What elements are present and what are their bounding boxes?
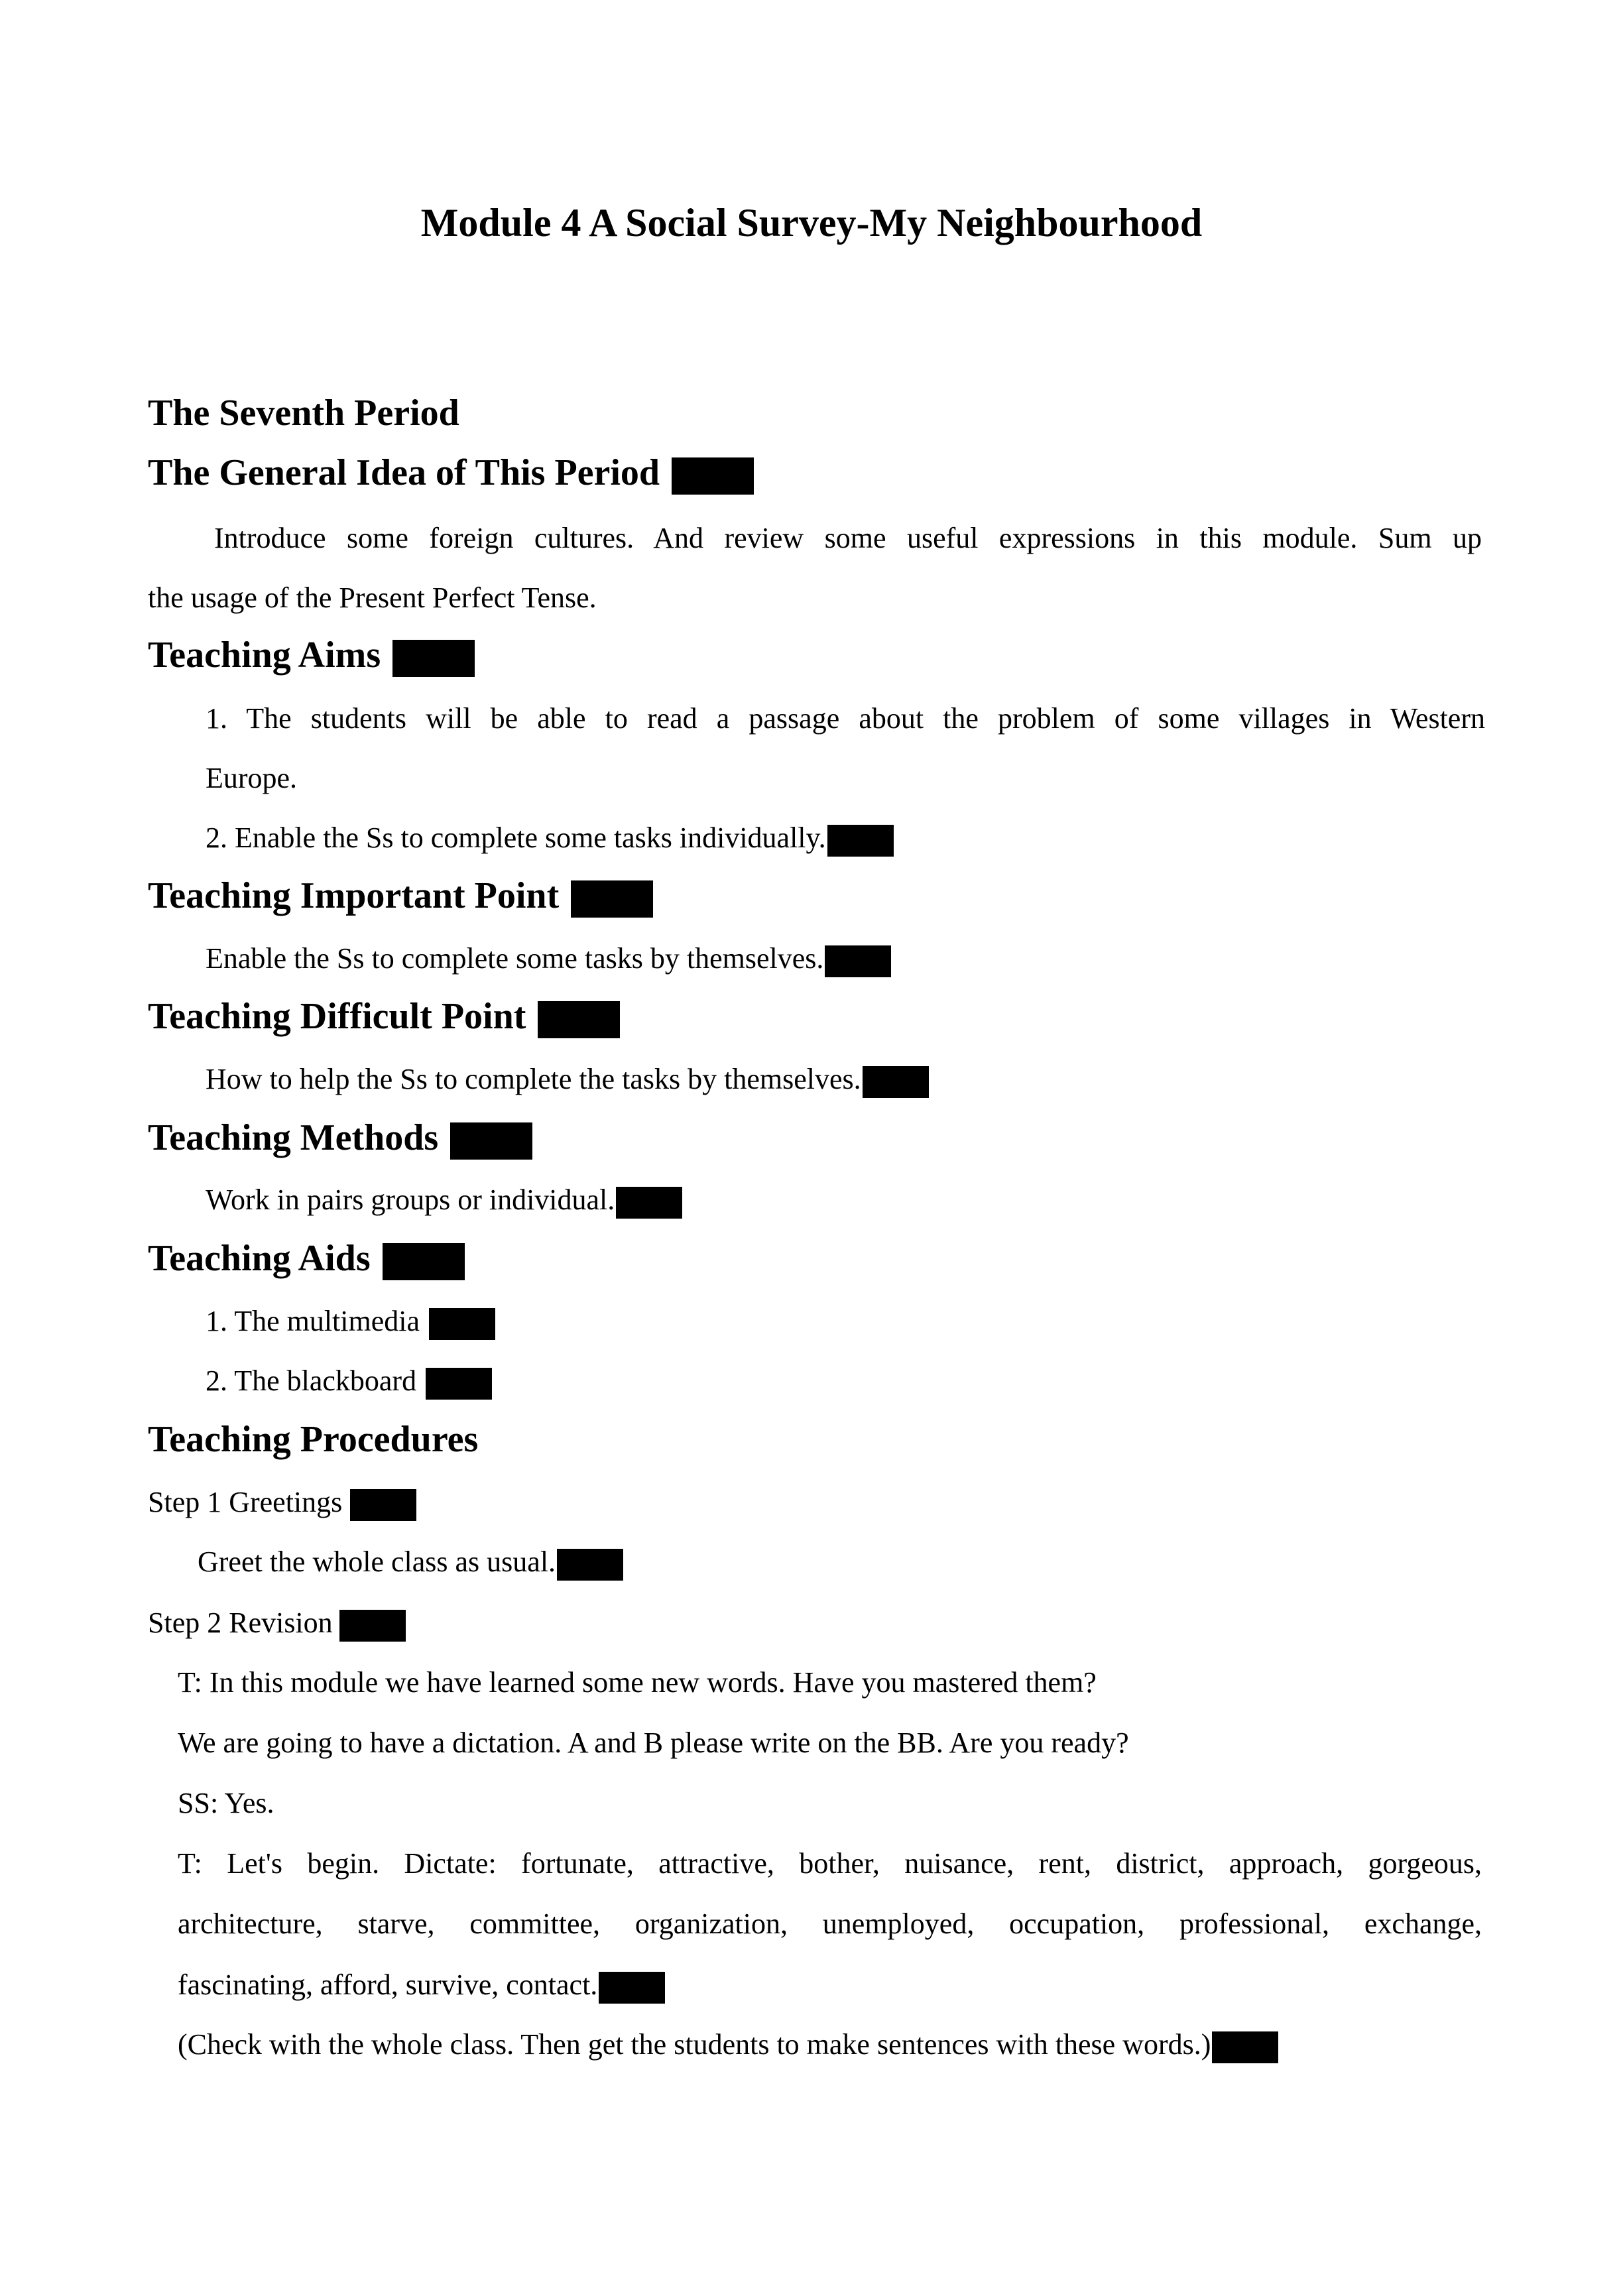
difficult-point-heading-text: Teaching Difficult Point [148,996,526,1037]
difficult-point-text-content: How to help the Ss to complete the tasks by themselves. [206,1063,861,1095]
teaching-methods-heading [148,1116,532,1160]
step-1-text [198,1545,623,1581]
teaching-aim-1-line-1: 1. The students will be able to read a passage about the problem of some villages in Western [206,702,1485,735]
redaction-box [426,1368,492,1400]
redaction-box [1212,2031,1278,2063]
teaching-aims-heading [148,633,475,678]
step-1-title [148,1485,416,1521]
difficult-point-text [206,1062,929,1098]
redaction-box [616,1187,682,1219]
document-title: Module 4 A Social Survey-My Neighbourhood [420,201,1203,245]
important-point-heading [148,874,653,918]
teaching-aid-1-text: 1. The multimedia [206,1305,420,1337]
teaching-aim-2-text: 2. Enable the Ss to complete some tasks individually. [206,821,826,854]
general-idea-line-1: Introduce some foreign cultures. And review some useful expressions in this module. Sum up [214,522,1482,554]
teaching-aim-1-line-2: Europe. [206,762,298,794]
redaction-box [350,1489,416,1521]
teaching-methods-text [206,1183,682,1219]
step-2-line-7-text: (Check with the whole class. Then get the students to make sentences with these words.) [178,2028,1211,2061]
teaching-aids-heading-text: Teaching Aids [148,1238,371,1279]
redaction-box [599,1972,665,2004]
general-idea-heading-text: The General Idea of This Period [148,452,660,493]
teaching-aims-heading-text: Teaching Aims [148,634,381,676]
teaching-aids-heading [148,1237,465,1281]
step-2-line-7 [178,2027,1278,2063]
important-point-heading-text: Teaching Important Point [148,875,560,916]
teaching-aid-1 [206,1304,495,1340]
general-idea-heading [148,451,754,495]
redaction-box [450,1122,532,1160]
teaching-aid-2 [206,1364,492,1400]
redaction-box [557,1549,623,1581]
step-2-title [148,1606,406,1642]
step-2-line-6-text: fascinating, afford, survive, contact. [178,1968,598,2001]
redaction-box [571,880,653,918]
general-idea-line-2: the usage of the Present Perfect Tense. [148,581,597,614]
teaching-methods-text-content: Work in pairs groups or individual. [206,1183,615,1216]
redaction-box [538,1001,620,1038]
teaching-procedures-heading: Teaching Procedures [148,1419,479,1460]
important-point-text-content: Enable the Ss to complete some tasks by themselves. [206,942,824,975]
redaction-box [825,945,891,977]
step-2-line-5: architecture, starve, committee, organization, unemployed, occupation, professional, exchange, [178,1907,1482,1940]
step-2-line-3: SS: Yes. [178,1787,274,1819]
redaction-box [827,825,894,857]
step-2-line-1: T: In this module we have learned some new words. Have you mastered them? [178,1666,1097,1699]
step-1-title-text: Step 1 Greetings [148,1486,343,1518]
redaction-box [392,640,475,677]
period-heading: The Seventh Period [148,393,459,434]
step-2-title-text: Step 2 Revision [148,1606,333,1639]
important-point-text [206,941,891,977]
redaction-box [863,1066,929,1098]
step-1-text-content: Greet the whole class as usual. [198,1545,556,1578]
teaching-aim-2 [206,821,894,857]
difficult-point-heading [148,995,620,1039]
teaching-aid-2-text: 2. The blackboard [206,1364,417,1397]
step-2-line-4: T: Let's begin. Dictate: fortunate, attractive, bother, nuisance, rent, district, approach, gorgeous, [178,1847,1482,1880]
step-2-line-6 [178,1968,665,2004]
step-2-line-2: We are going to have a dictation. A and B please write on the BB. Are you ready? [178,1726,1129,1759]
redaction-box [383,1243,465,1280]
redaction-box [339,1610,406,1642]
teaching-methods-heading-text: Teaching Methods [148,1117,439,1158]
redaction-box [672,457,754,495]
redaction-box [429,1308,495,1340]
